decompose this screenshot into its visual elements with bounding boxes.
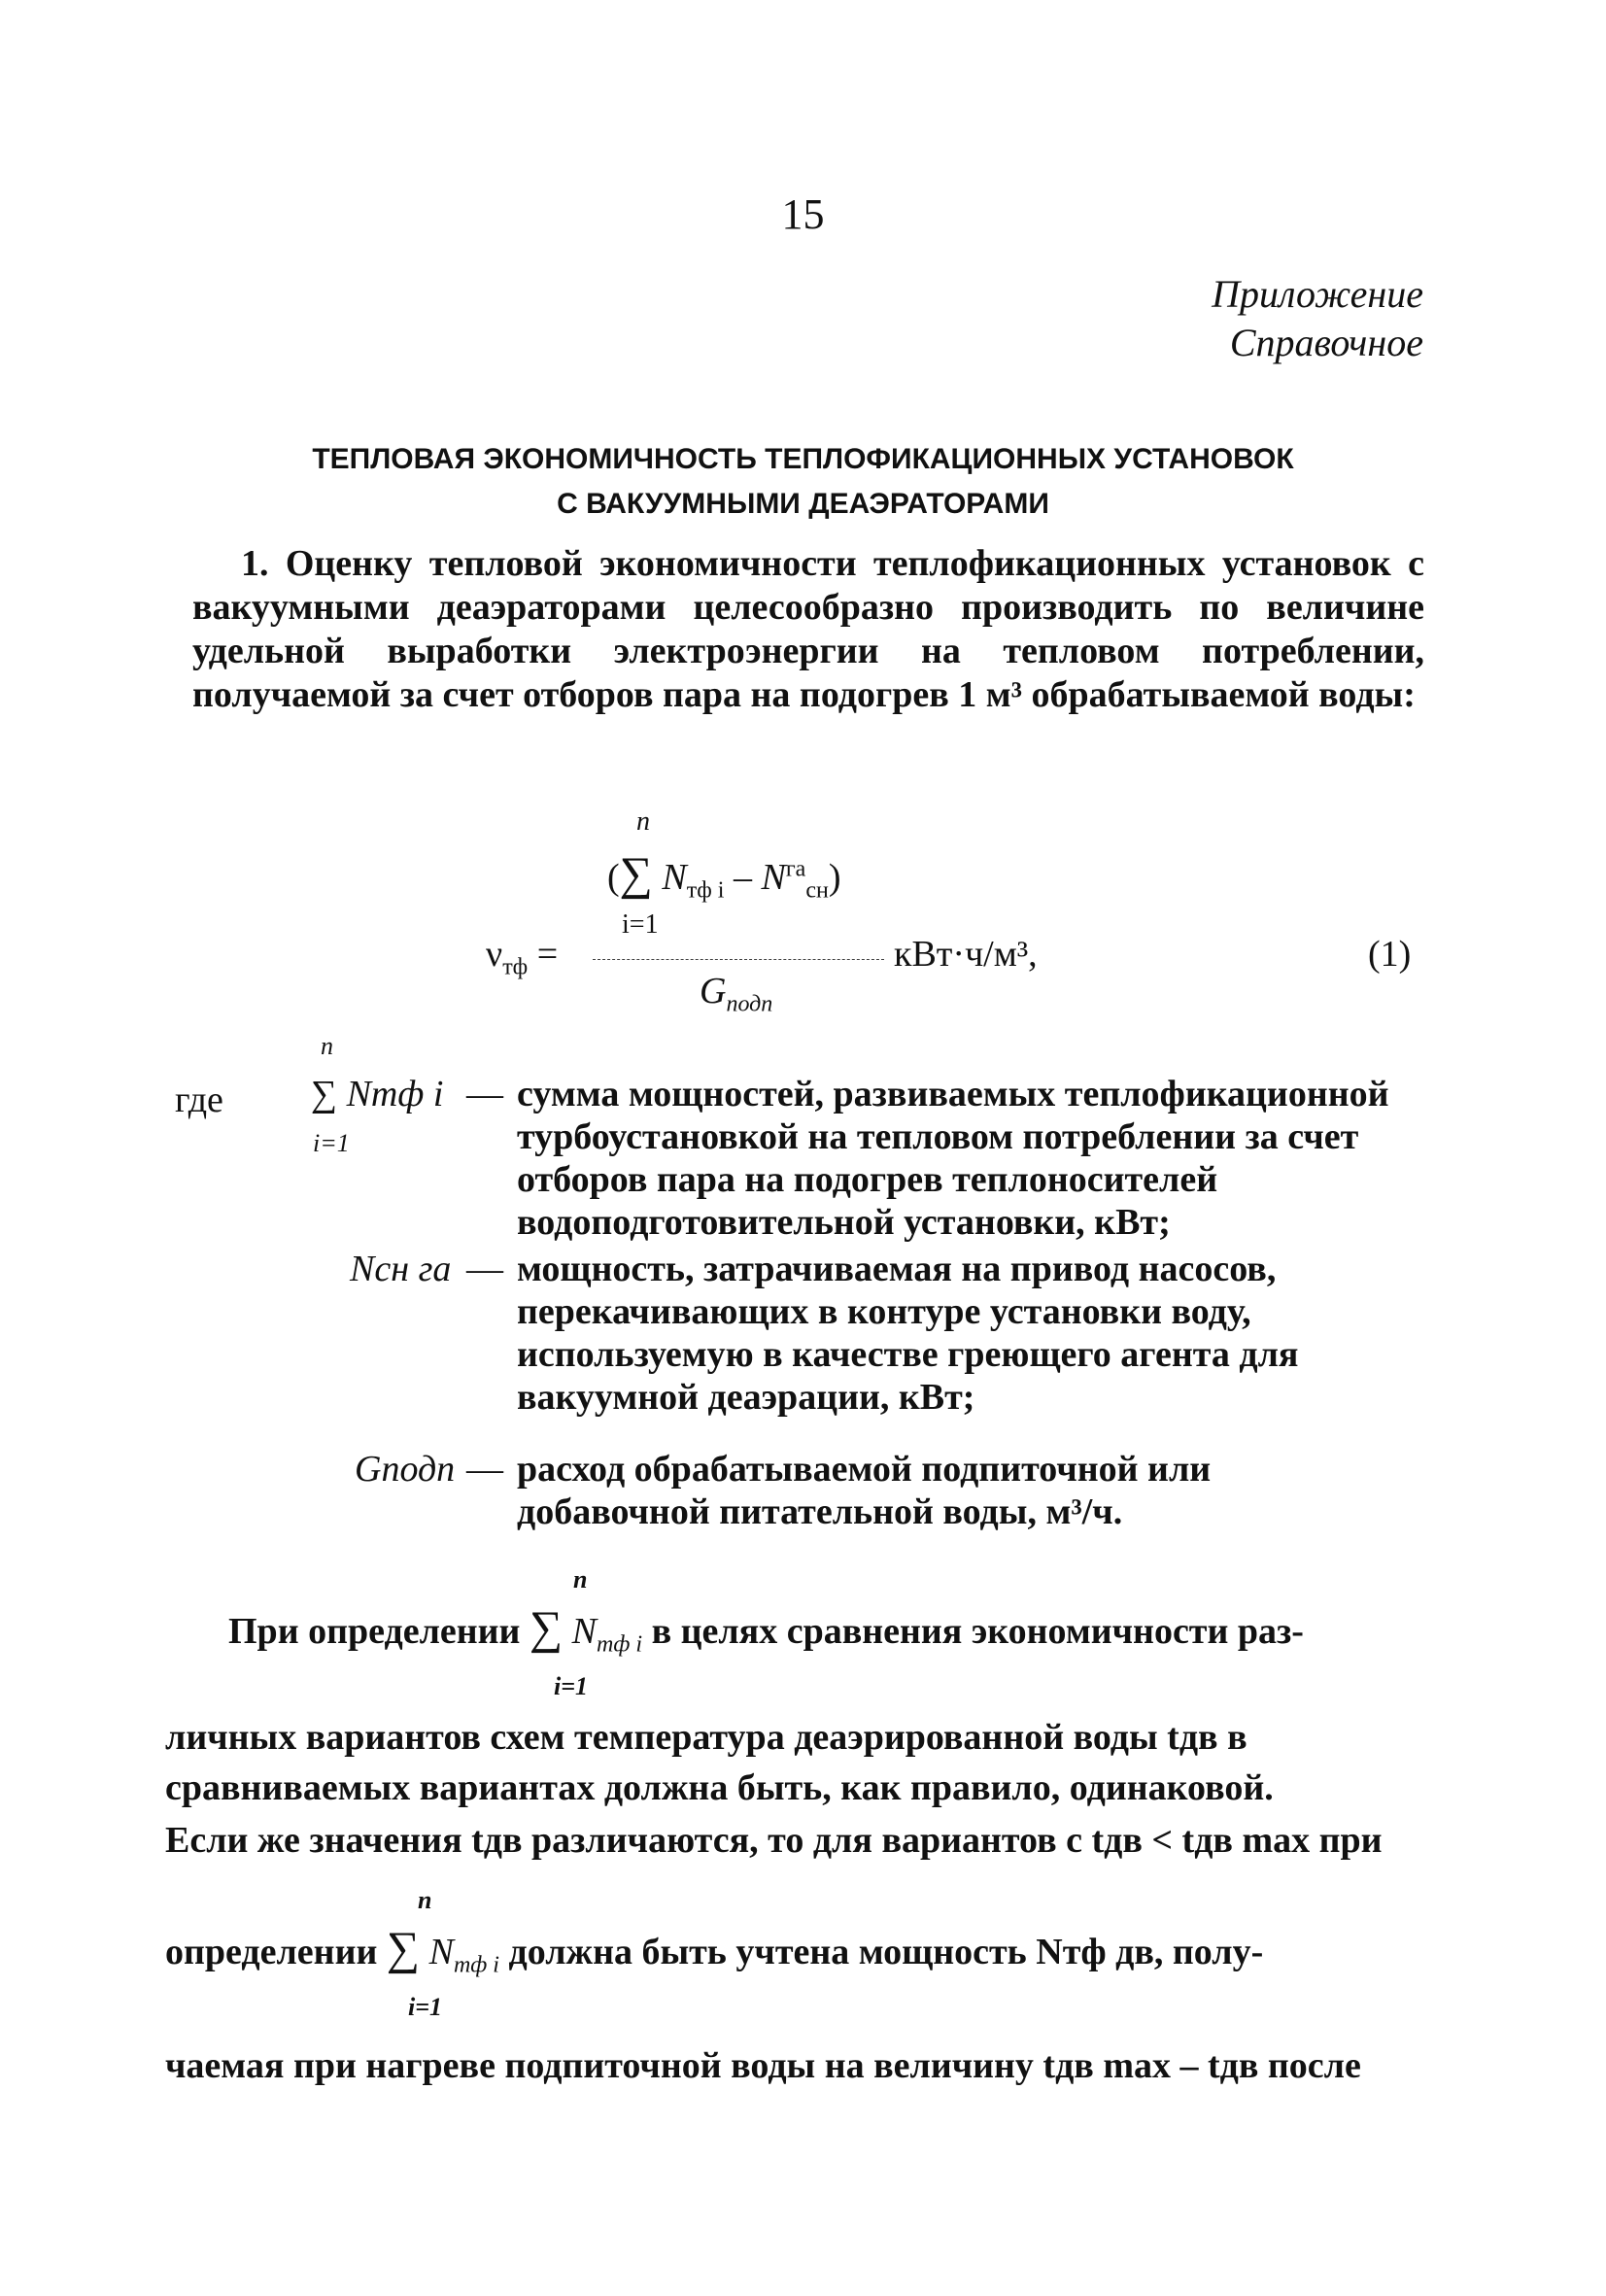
where-label: где (175, 1079, 223, 1120)
minus-sign: – (733, 857, 752, 898)
p2-line2: личных вариантов схем температура деаэрированной воды tдв в (165, 1717, 1247, 1758)
paren-close: ) (828, 857, 841, 898)
appendix-line1: Приложение (1212, 272, 1423, 316)
paragraph-1-text: 1. Оценку тепловой экономичности теплофикационных установок с вакуумными деаэраторами целесообразно производить по величине удельной выработки электроэнергии на тепловом потреблении, получаемой за счет отборов пара на подогрев 1 м³ обрабатываемой воды: (192, 543, 1424, 715)
def-symbol-1: ∑ Nтф i (311, 1074, 444, 1114)
p2-line5: определении ∑ $N_{тф i}$ должна быть учтена мощность Nтф дв, полу- (165, 1923, 1264, 1978)
sum-upper-limit: n (636, 806, 650, 837)
def-sum-upper: n (321, 1032, 333, 1060)
N-symbol: N (662, 857, 687, 898)
N2-subscript: сн (805, 877, 829, 904)
page-number: 15 (781, 190, 825, 238)
p2-sum2-lower: i=1 (408, 1993, 443, 2021)
section-title (146, 437, 1460, 527)
title-line1: ТЕПЛОВАЯ ЭКОНОМИЧНОСТЬ ТЕПЛОФИКАЦИОННЫХ УСТАНОВОК (312, 443, 1294, 475)
p2-line5b: должна быть учтена мощность Nтф дв, полу- (508, 1932, 1264, 1972)
formula-numerator (607, 847, 840, 905)
def-symbol-3: Gподп (355, 1449, 456, 1490)
p2-line1a: При определении (228, 1611, 521, 1652)
def-dash-1: — (466, 1074, 503, 1114)
appendix-line2: Справочное (1229, 321, 1423, 364)
def-sum-lower: i=1 (313, 1129, 350, 1157)
N2-symbol: N (761, 857, 786, 898)
formula-unit: кВт·ч/м³, (894, 934, 1038, 975)
nu-symbol: ν (486, 934, 503, 975)
p2-sum2-upper: n (418, 1886, 432, 1914)
G-subscript: подп (726, 991, 773, 1017)
p2-line4: Если же значения tдв различаются, то для вариантов с tдв < tдв max при (165, 1820, 1383, 1861)
def-text-2: мощность, затрачиваемая на привод насосов, перекачивающих в контуре установки воду, используемую в качестве греющего агента для вакуумной деаэрации, кВт; (517, 1249, 1299, 1418)
p2-sum1: ∑ (529, 1602, 564, 1654)
p2-line1: При определении ∑ $N_{тф i}$ в целях сравнения экономичности раз- (228, 1602, 1304, 1658)
formula-lhs (486, 933, 558, 981)
sum-lower-limit: i=1 (622, 909, 659, 940)
p2-line1b: в целях сравнения экономичности раз- (651, 1611, 1304, 1652)
def-dash-2: — (466, 1249, 503, 1289)
formula-1 (486, 806, 1457, 1020)
p2-sum1-lower: i=1 (554, 1672, 589, 1700)
p2-line5a: определении (165, 1932, 378, 1972)
equals-sign: = (536, 934, 559, 975)
formula-denominator (700, 970, 772, 1018)
N-subscript: тф i (686, 877, 725, 904)
p2-line6: чаемая при нагреве подпиточной воды на величину tдв max – tдв после (165, 2045, 1361, 2086)
nu-subscript: тф (502, 954, 529, 980)
p2-sum2: ∑ (386, 1923, 421, 1974)
appendix-label (1212, 270, 1423, 367)
def-text-1: сумма мощностей, развиваемых теплофикационной турбоустановкой на тепловом потреблении за счет отборов пара на подогрев теплоносителей водоподготовительной установки, кВт; (517, 1074, 1389, 1243)
paren-open: ( (607, 857, 620, 898)
equation-number: (1) (1368, 934, 1412, 975)
p2-line3: сравниваемых вариантах должна быть, как правило, одинаковой. (165, 1767, 1274, 1808)
def-dash-3: — (466, 1449, 503, 1490)
p2-sum1-upper: n (573, 1565, 588, 1593)
def-text-3: расход обрабатываемой подпиточной или добавочной питательной воды, м³/ч. (517, 1449, 1212, 1532)
def-symbol-2: Nсн га (350, 1249, 452, 1289)
sum-symbol: ∑ (619, 848, 653, 900)
G-symbol: G (700, 971, 727, 1011)
paragraph-1 (192, 542, 1424, 717)
title-line2: С ВАКУУМНЫМИ ДЕАЭРАТОРАМИ (557, 488, 1049, 520)
N2-superscript: га (785, 856, 806, 882)
fraction-bar (593, 959, 884, 960)
